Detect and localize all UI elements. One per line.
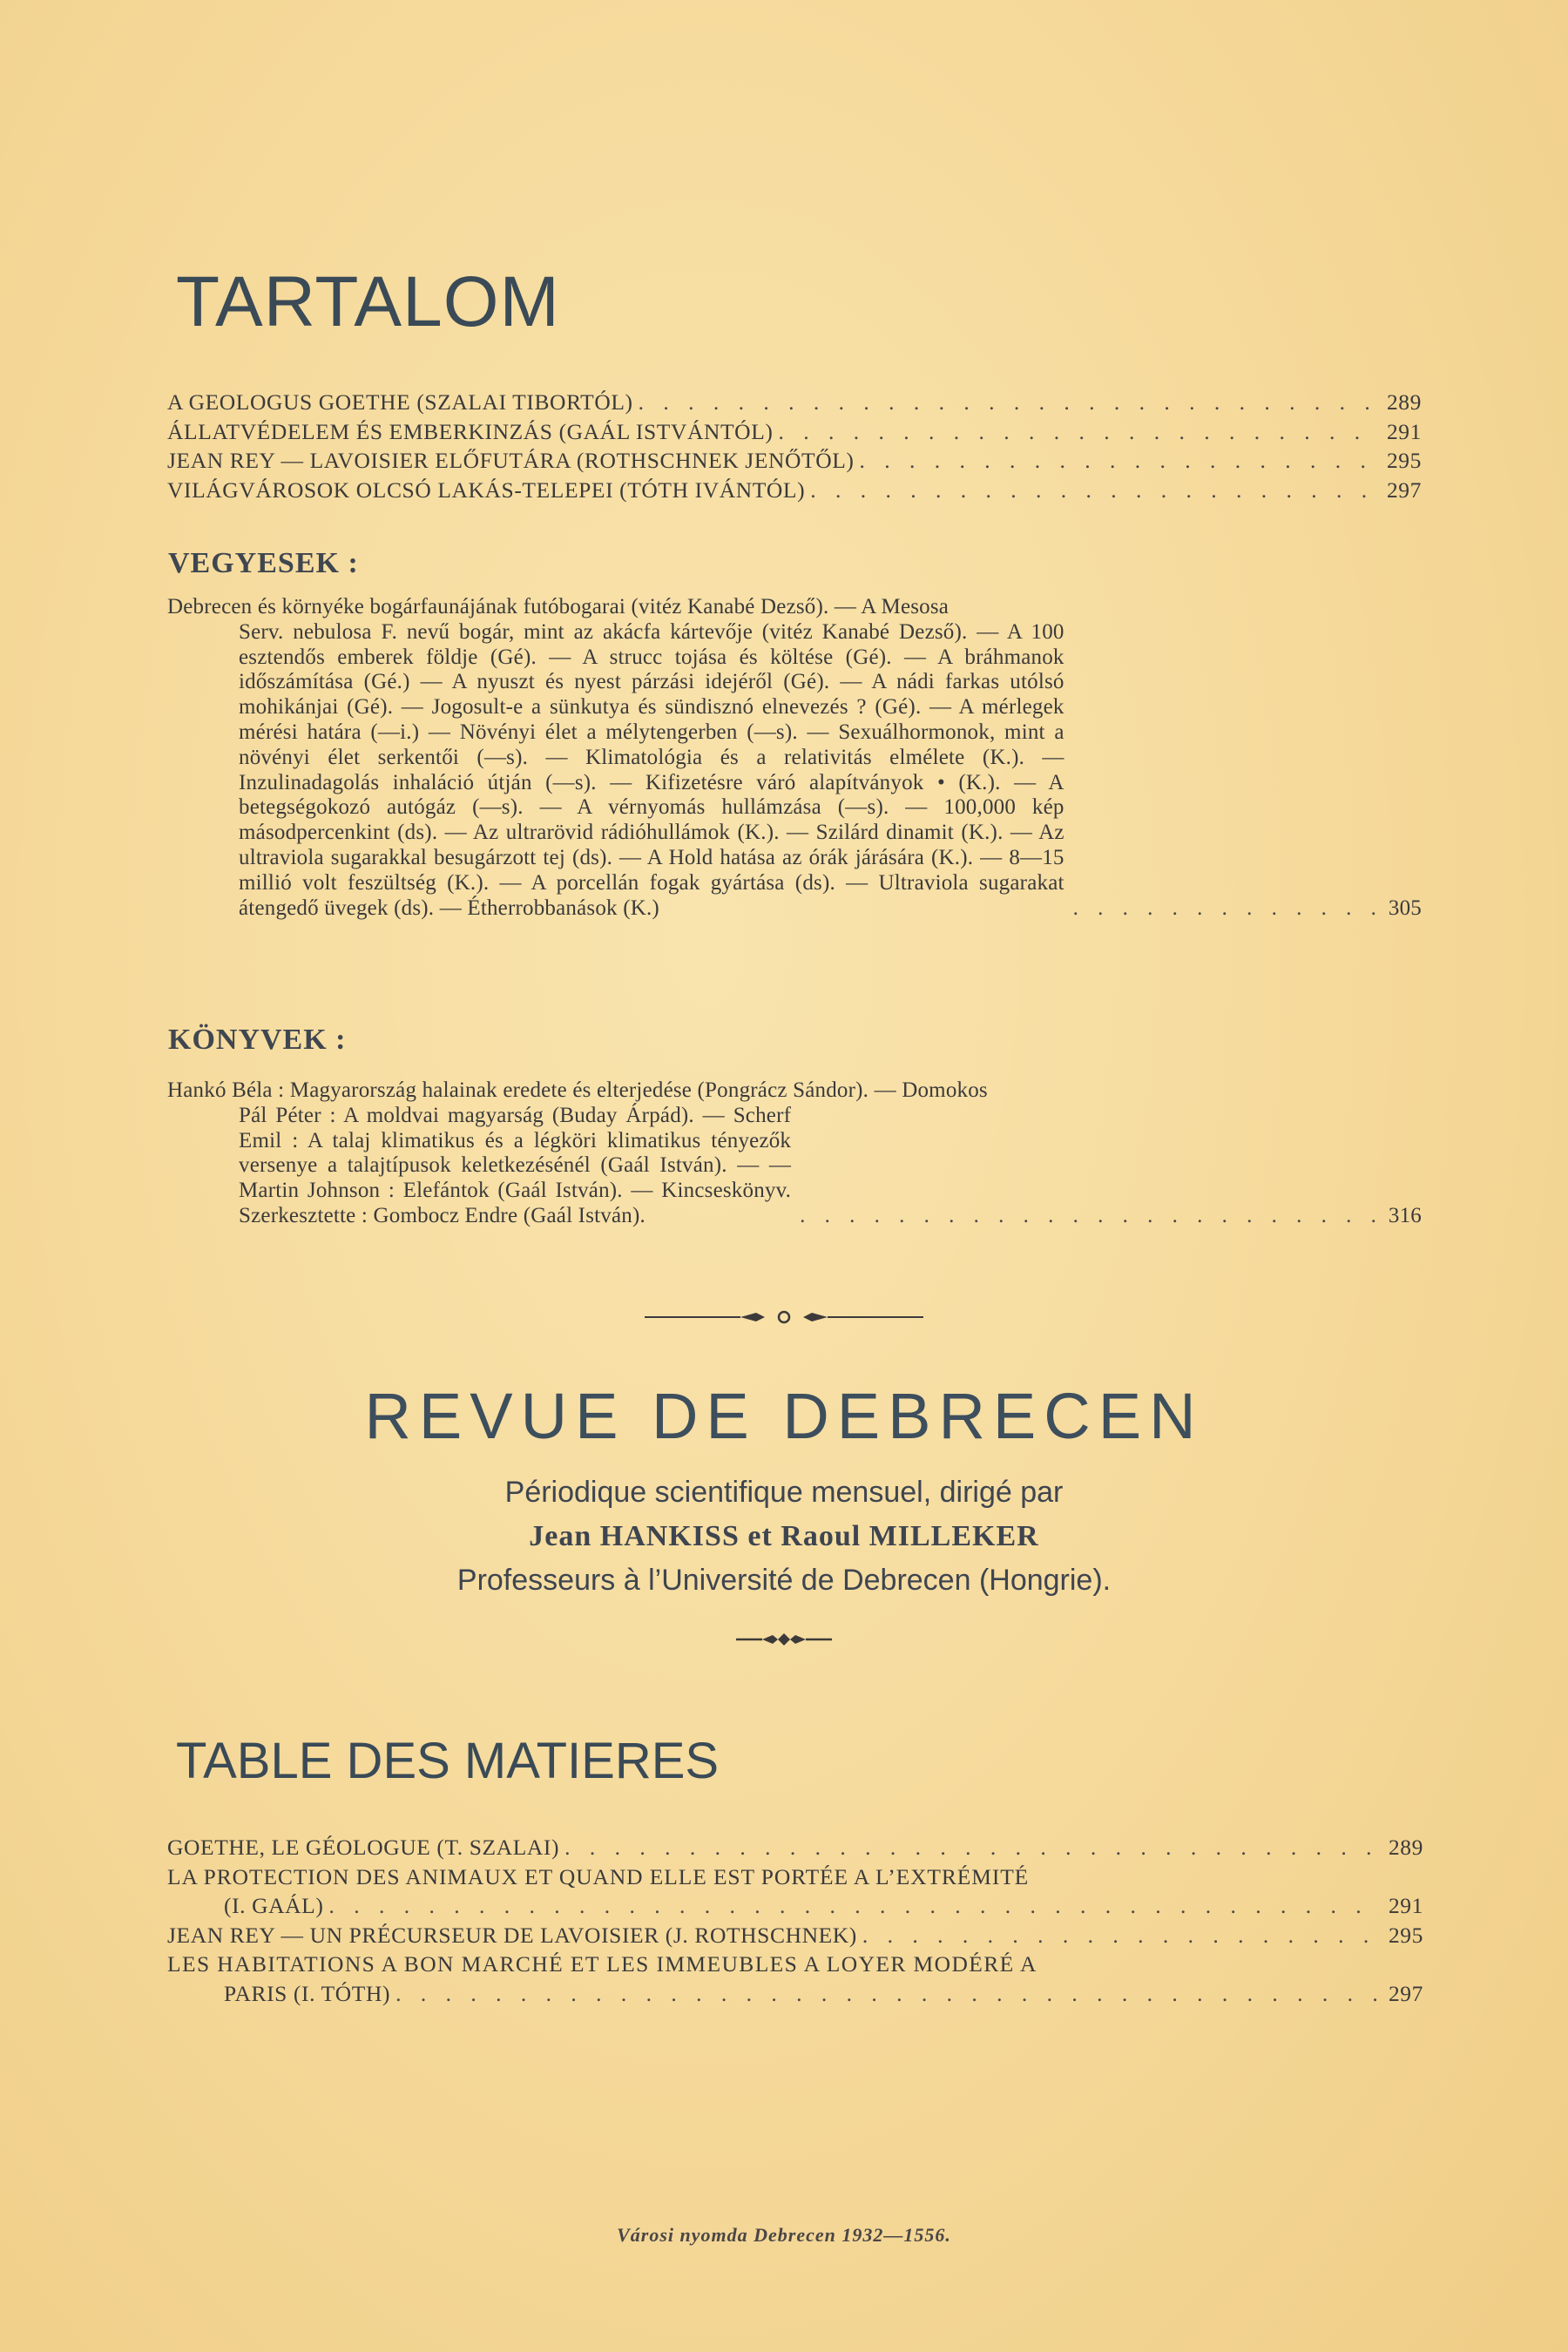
toc-entry [167, 446, 1422, 476]
vegyesek-body: Serv. nebulosa F. nevű bogár, mint az akácfa kártevője (vitéz Kanabé Dezső). — A 100 esztendős emberek földje (Gé). — A strucc tojása és költése (Gé). — A bráhmanok időszámítása (Gé.) — A nyuszt és nyest párzási idejéről (Gé). — A nádi farkas utólsó mohikánjai (Gé). — Jogosult-e a sünkutya és sündisznó elnevezés ? (Gé). — A mérlegek mérési határa (—i.) — Növényi élet a mélytengerben (—s). — Sexuálhormonok, mint a növényi élet serkentői (—s). — Klimatológia és a relativitás elmélete (K.). — Inzulinadagolás inhaláció útján (—s). — Kifizetésre váró alapítványok • (K.). — A betegségokozó autógáz (—s). — A vérnyomás hullámzása (—s). — 100,000 kép másodpercenkint (ds). — Az ultrarövid rádióhullámok (K.). — Szilárd dinamit (K.). — Az ultraviola sugarakkal besugárzott tej (ds). — A Hold hatása az órák járására (K.). — 8—15 millió volt feszültség (K.). — A porcellán fogak gyártása (ds). — Ultraviola sugarakat átengedő üvegek (ds). — Étherrobbanások (K.) [239, 619, 1064, 920]
ornament-divider-icon [645, 1307, 923, 1328]
konyvek-body: Pál Péter : A moldvai magyarság (Buday Árpád). — Scherf Emil : A talaj klimatikus és a légköri klimatikus tényezők versenye a talajtípusok keletkezésénél (Gaál István). — — Martin Johnson : Elefántok (Gaál István). — Kincseskönyv. Szerkesztette : Gombocz Endre (Gaál István). [239, 1103, 792, 1227]
leader-dots [860, 446, 1380, 476]
leader-dots [395, 1979, 1382, 2009]
toc-entry-page: 297 [1386, 476, 1422, 503]
toc-entry-title: JEAN REY — UN PRÉCURSEUR DE LAVOISIER (J. ROTHSCHNEK) [167, 1922, 857, 1948]
toc-entry-title: LES HABITATIONS A BON MARCHÉ ET LES IMMEUBLES A LOYER MODÉRÉ A [167, 1951, 1037, 1977]
toc-entry [167, 388, 1422, 417]
toc-entry-title-continued: (I. GAÁL) [224, 1893, 324, 1918]
tartalom-list [167, 388, 1422, 504]
vegyesek-paragraph [167, 595, 1422, 921]
ornament-small [0, 1631, 1568, 1652]
revue-title: REVUE DE DEBRECEN [364, 1380, 1204, 1452]
toc-entry [167, 1833, 1423, 1862]
konyvek-first-line: Hankó Béla : Magyarország halainak eredete és elterjedése (Pongrácz Sándor). — Domokos [167, 1078, 988, 1102]
toc-entry [167, 476, 1422, 505]
toc-entry-title-continued: PARIS (I. TÓTH) [224, 1980, 391, 2006]
toc-entry-page: 291 [1386, 418, 1422, 444]
table-des-matieres-list [167, 1833, 1423, 2008]
leader-dots [810, 476, 1380, 505]
toc-entry-page: 297 [1388, 1980, 1423, 2006]
toc-entry-title: ÁLLATVÉDELEM ÉS EMBERKINZÁS (GAÁL ISTVÁNTÓL) [167, 418, 774, 444]
toc-entry-title: GOETHE, LE GÉOLOGUE (T. SZALAI) [167, 1835, 560, 1860]
leader-dots: . . . . . . . . . . . . . [1072, 896, 1383, 920]
printer-imprint: Városi nyomda Debrecen 1932—1556. [617, 2224, 951, 2246]
vegyesek-heading: VEGYESEK : [168, 547, 359, 579]
toc-entry [167, 1950, 1423, 1979]
leader-dots: . . . . . . . . . . . . . . . . . . . . . . . . [800, 1203, 1383, 1227]
revue-subtitle: Périodique scientifique mensuel, dirigé par [504, 1476, 1064, 1509]
toc-entry-page: 289 [1386, 389, 1422, 415]
toc-entry [167, 1921, 1423, 1950]
ornament-diamond-icon [736, 1631, 832, 1648]
toc-entry-title: VILÁGVÁROSOK OLCSÓ LAKÁS-TELEPEI (TÓTH IVÁNTÓL) [167, 476, 806, 503]
toc-entry-title: A GEOLOGUS GOETHE (SZALAI TIBORTÓL) [167, 389, 633, 415]
konyvek-paragraph [167, 1078, 1422, 1229]
leader-dots [862, 1921, 1382, 1950]
toc-entry-page: 295 [1386, 448, 1422, 473]
toc-entry [167, 417, 1422, 447]
toc-entry-title: JEAN REY — LAVOISIER ELŐFUTÁRA (ROTHSCHNEK JENŐTŐL) [167, 448, 855, 473]
toc-entry [167, 1862, 1423, 1892]
toc-entry-title: LA PROTECTION DES ANIMAUX ET QUAND ELLE EST PORTÉE A L’EXTRÉMITÉ [167, 1863, 1030, 1889]
leader-dots [639, 388, 1380, 417]
konyvek-heading: KÖNYVEK : [168, 1024, 347, 1056]
leader-dots [778, 417, 1379, 447]
revue-affiliation: Professeurs à l’Université de Debrecen (Hongrie). [456, 1564, 1112, 1597]
table-des-matieres-title: TABLE DES MATIERES [176, 1733, 720, 1789]
toc-entry-page: 289 [1388, 1835, 1423, 1860]
leader-dots [564, 1833, 1382, 1862]
vegyesek-first-line: Debrecen és környéke bogárfaunájának futóbogarai (vitéz Kanabé Dezső). — A Mesosa [167, 595, 950, 618]
ornament-divider [0, 1307, 1568, 1332]
toc-entry-page: 295 [1388, 1922, 1423, 1948]
tartalom-title: TARTALOM [176, 262, 560, 341]
konyvek-page: 316 [1388, 1203, 1422, 1227]
revue-editors: Jean HANKISS et Raoul MILLEKER [529, 1520, 1039, 1552]
leader-dots [328, 1891, 1381, 1921]
toc-entry-continuation [167, 1979, 1423, 2009]
toc-entry-continuation [167, 1891, 1423, 1921]
vegyesek-page: 305 [1388, 896, 1422, 920]
toc-entry-page: 291 [1388, 1893, 1423, 1918]
